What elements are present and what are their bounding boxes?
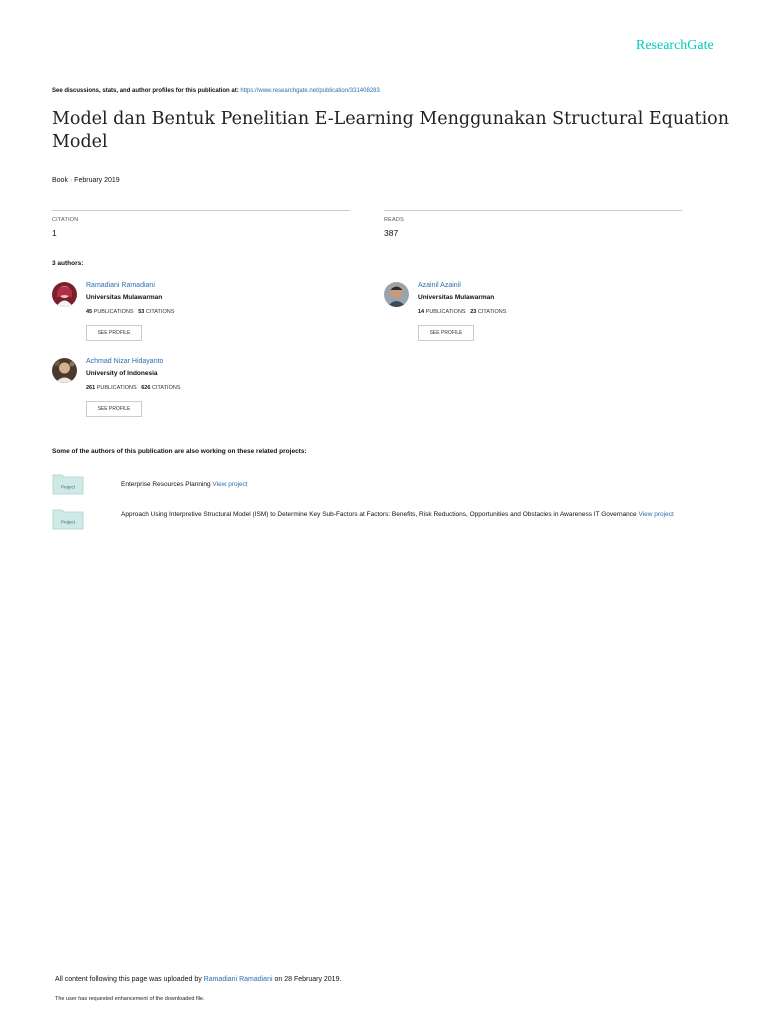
citations-count: 23 [470, 309, 477, 315]
researchgate-logo[interactable]: ResearchGate [636, 38, 714, 53]
author-stats [86, 385, 181, 391]
author-avatar[interactable] [384, 282, 409, 307]
project-badge-label: Project [60, 519, 76, 525]
reads-label: READS [384, 217, 404, 223]
author-name-link[interactable]: Azainil Azainil [418, 282, 461, 289]
publication-title: Model dan Bentuk Penelitian E-Learning Menggunakan Structural Equation Model [52, 109, 729, 152]
author-stats [418, 309, 506, 315]
publications-label: PUBLICATIONS [425, 309, 466, 315]
related-projects-heading: Some of the authors of this publication are also working on these related projects: [52, 448, 307, 455]
citations-count: 53 [138, 309, 145, 315]
project-title: Enterprise Resources Planning [121, 481, 213, 488]
author-affiliation: University of Indonesia [86, 370, 158, 377]
authors-count: 3 authors: [52, 260, 84, 267]
see-profile-button[interactable]: SEE PROFILE [86, 401, 142, 417]
publications-count: 45 [86, 309, 93, 315]
source-line [52, 88, 380, 94]
author-name-link[interactable]: Achmad Nizar Hidayanto [86, 358, 164, 365]
citations-label: CITATIONS [477, 309, 507, 315]
citations-label: CITATIONS [151, 385, 181, 391]
author-name-link[interactable]: Ramadiani Ramadiani [86, 282, 155, 289]
author-stats [86, 309, 174, 315]
publication-url-link[interactable]: https://www.researchgate.net/publication/331408283 [240, 88, 380, 94]
citations-count: 626 [141, 385, 151, 391]
publications-count: 261 [86, 385, 96, 391]
reads-divider [384, 210, 682, 211]
view-project-link[interactable]: View project [638, 511, 674, 518]
publications-label: PUBLICATIONS [96, 385, 137, 391]
author-avatar[interactable] [52, 358, 77, 383]
see-profile-button[interactable]: SEE PROFILE [418, 325, 474, 341]
upload-note [55, 976, 341, 983]
citation-value: 1 [52, 228, 57, 238]
publications-label: PUBLICATIONS [93, 309, 134, 315]
upload-note-suffix: on 28 February 2019. [272, 976, 342, 983]
uploader-link[interactable]: Ramadiani Ramadiani [203, 976, 273, 983]
author-affiliation: Universitas Mulawarman [418, 294, 495, 301]
publication-meta: Book · February 2019 [52, 177, 120, 184]
citation-label: CITATION [52, 217, 79, 223]
upload-note-prefix: All content following this page was uploaded by [55, 976, 204, 983]
project-description [121, 479, 741, 490]
citations-label: CITATIONS [145, 309, 175, 315]
citation-divider [52, 210, 350, 211]
view-project-link[interactable]: View project [212, 481, 248, 488]
project-title: Approach Using Interpretive Structural Model (ISM) to Determine Key Sub-Factors at Factors: Benefits, Risk Reductions, Opportunities and Obstacles in Awareness IT Governance [121, 511, 639, 518]
source-line-prefix: See discussions, stats, and author profiles for this publication at: [52, 88, 241, 94]
publications-count: 14 [418, 309, 425, 315]
author-avatar[interactable] [52, 282, 77, 307]
project-folder-icon[interactable] [52, 508, 84, 530]
project-description [121, 509, 721, 520]
project-folder-icon[interactable] [52, 473, 84, 495]
enhancement-note: The user has requested enhancement of the downloaded file. [55, 996, 205, 1002]
project-badge-label: Project [60, 484, 76, 490]
see-profile-button[interactable]: SEE PROFILE [86, 325, 142, 341]
reads-value: 387 [384, 228, 399, 238]
author-affiliation: Universitas Mulawarman [86, 294, 163, 301]
